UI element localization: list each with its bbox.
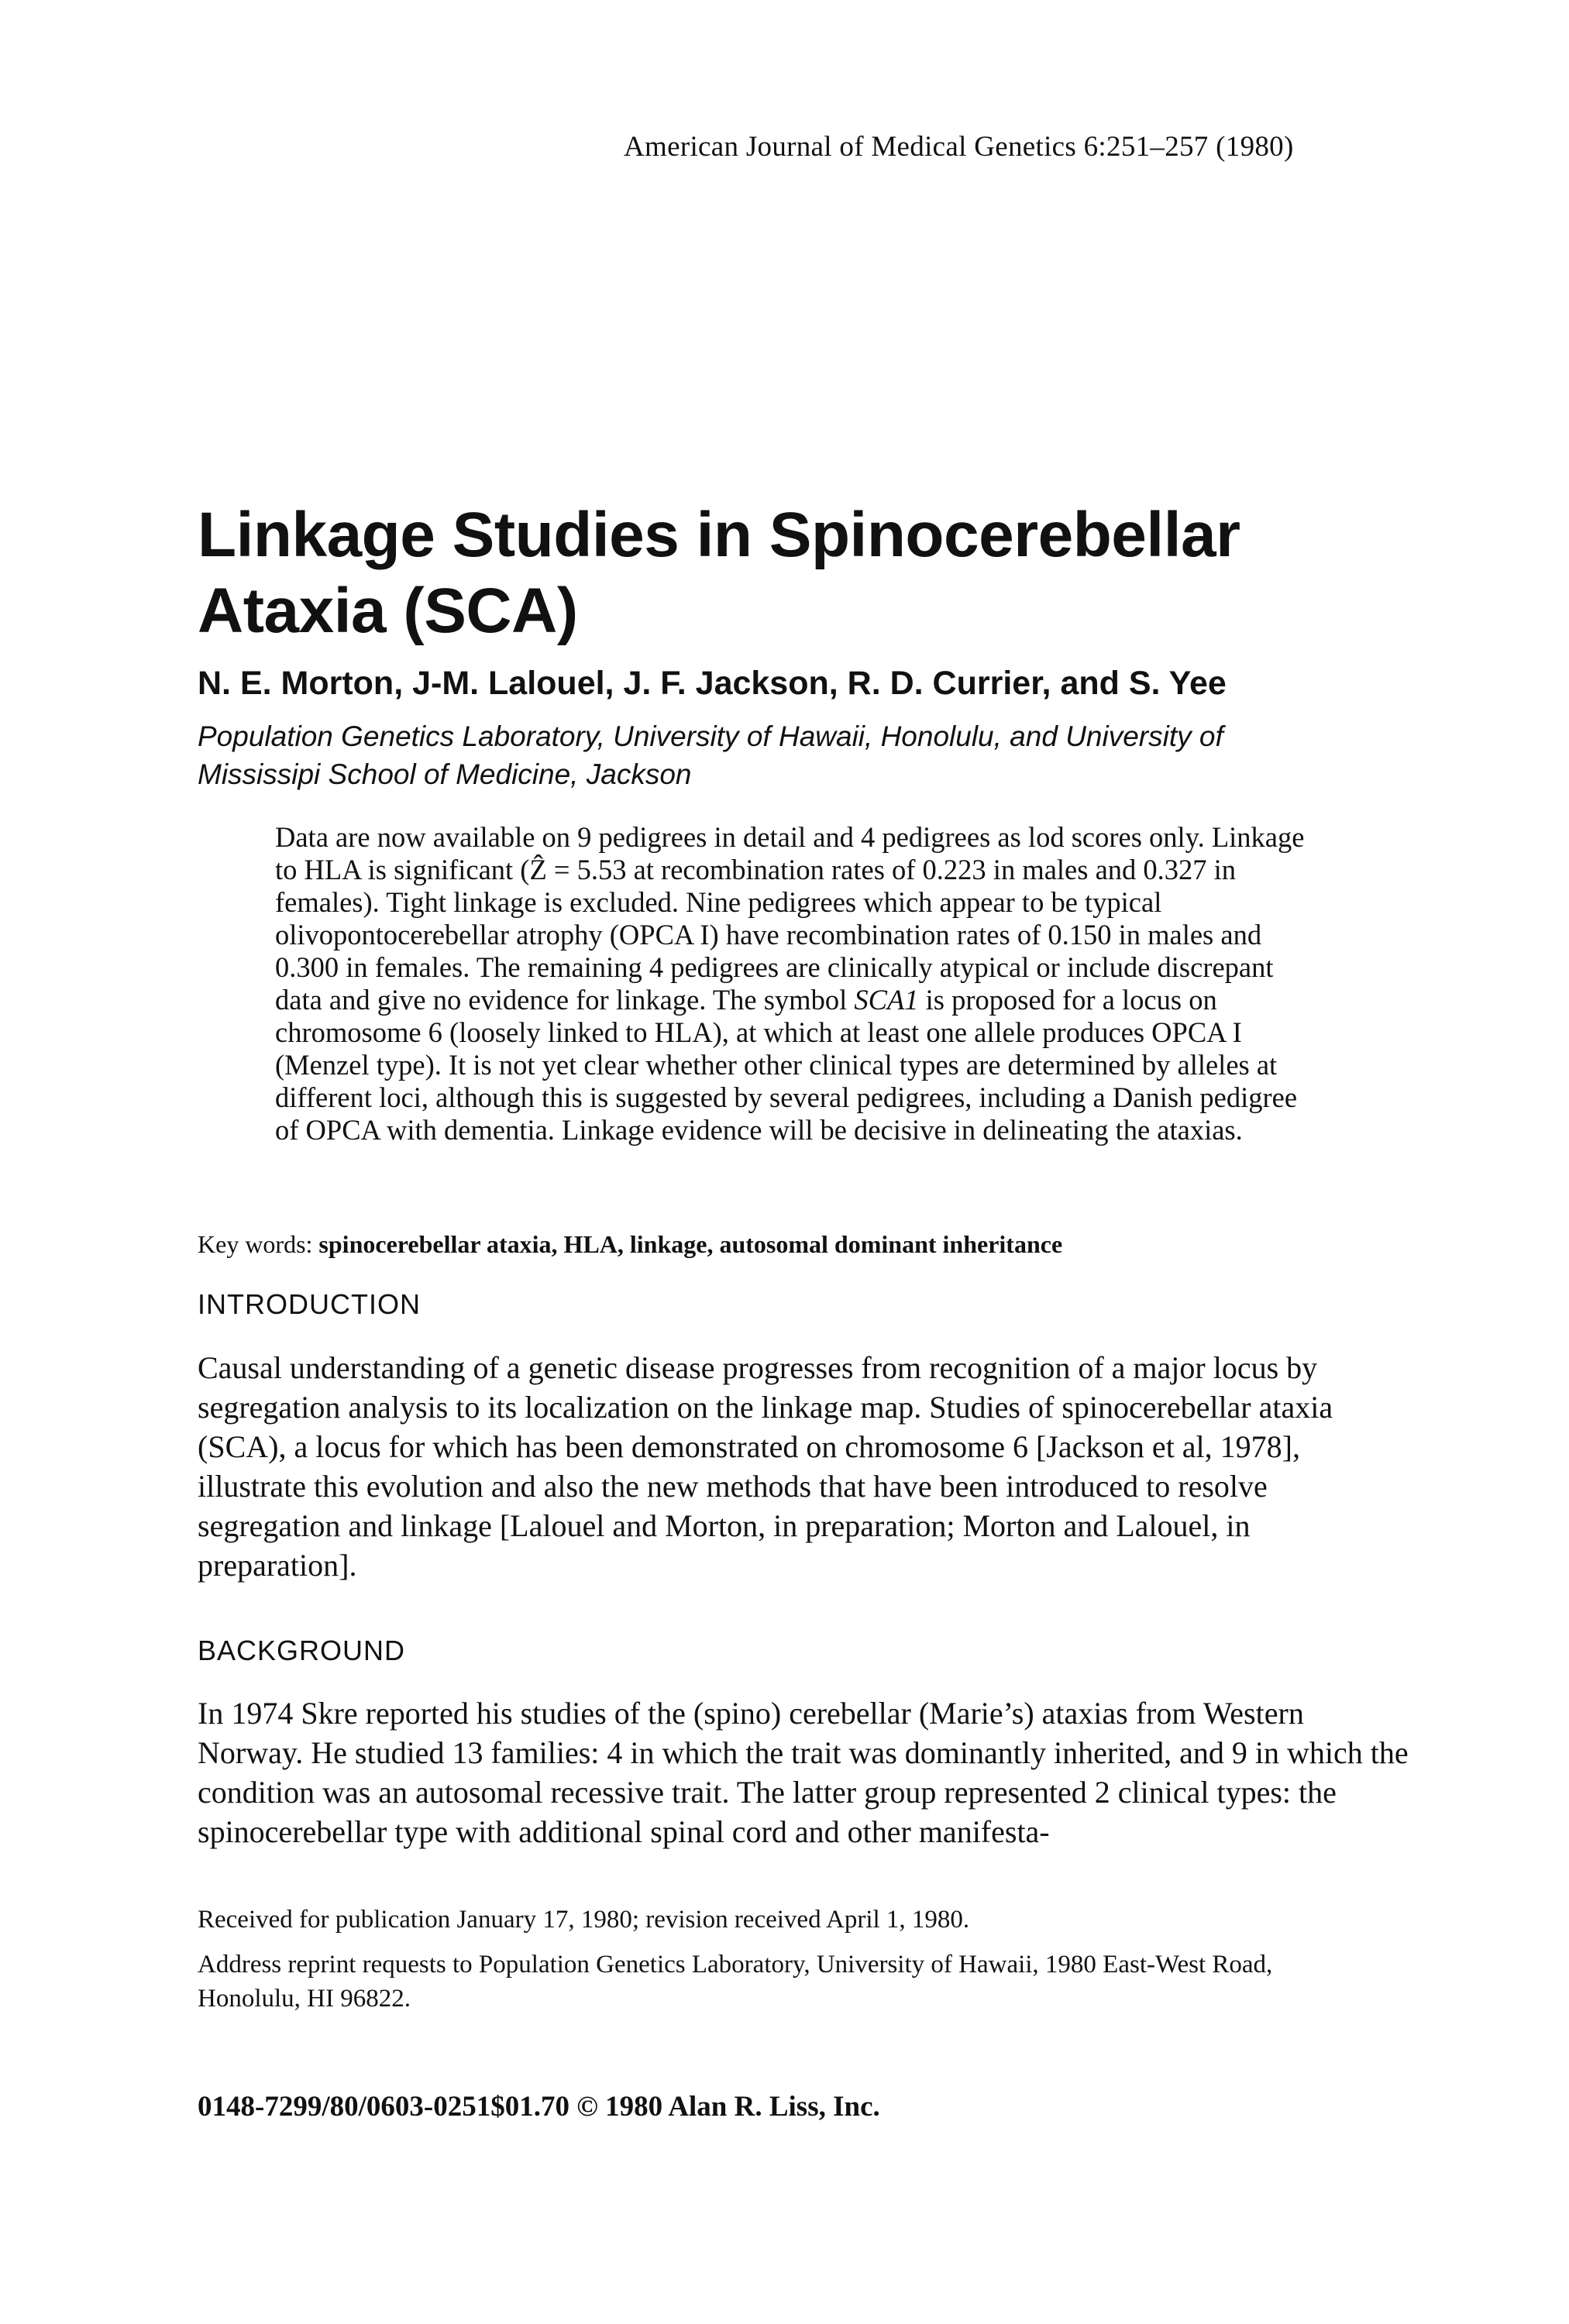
- section-heading-background: BACKGROUND: [198, 1635, 406, 1666]
- received-footnote: Received for publication January 17, 1980; revision received April 1, 1980.: [198, 1906, 970, 1934]
- journal-citation-header: American Journal of Medical Genetics 6:251–257 (1980): [624, 131, 1294, 163]
- abstract-text-part-2: is proposed for a locus on chromosome 6 (loosely linked to HLA), at which at least one allele produces OPCA I (Menzel type). It is not yet clear whether other clinical types are determined by alleles at different loci, although this is suggested by several pedigrees, including a Danish pedigree of OPCA with dementia. Linkage evidence will be decisive in delineating the ataxias.: [275, 984, 1298, 1146]
- author-affiliation: Population Genetics Laboratory, University of Hawaii, Honolulu, and University of Mississipi School of Medicine, Jackson: [198, 720, 1223, 790]
- section-heading-introduction: INTRODUCTION: [198, 1288, 421, 1320]
- keywords: [198, 1230, 1406, 1259]
- reprint-address-footnote: Address reprint requests to Population Genetics Laboratory, University of Hawaii, 1980 East-West Road, Honolulu, HI 96822.: [198, 1951, 1273, 2013]
- gene-symbol: SCA1: [854, 984, 919, 1016]
- abstract-text-part-1: Data are now available on 9 pedigrees in detail and 4 pedigrees as lod scores only. Linkage to HLA is significant (Ẑ = 5.53 at recombination rates of 0.223 in males and 0.327 in females). Tight linkage is excluded. Nine pedigrees which appear to be typical olivopontocerebellar atrophy (OPCA I) have recombination rates of 0.150 in males and 0.300 in females. The remaining 4 pedigrees are clinically atypical or include discrepant data and give no evidence for linkage. The symbol: [275, 821, 1305, 1016]
- keywords-label: Key words:: [198, 1230, 313, 1258]
- copyright-line: 0148-7299/80/0603-0251$01.70 © 1980 Alan R. Liss, Inc.: [198, 2091, 880, 2123]
- author-list: N. E. Morton, J-M. Lalouel, J. F. Jackson, R. D. Currier, and S. Yee: [198, 665, 1227, 702]
- article-title: Linkage Studies in Spinocerebellar Ataxia (SCA): [198, 500, 1240, 646]
- background-paragraph: In 1974 Skre reported his studies of the (spino) cerebellar (Marie’s) ataxias from Western Norway. He studied 13 families: 4 in which the trait was dominantly inherited, and 9 in which the condition was an autosomal recessive trait. The latter group represented 2 clinical types: the spinocerebellar type with additional spinal cord and other manifesta-: [198, 1696, 1409, 1849]
- abstract: [275, 821, 1313, 1147]
- keywords-terms: spinocerebellar ataxia, HLA, linkage, autosomal dominant inheritance: [318, 1230, 1063, 1258]
- introduction-paragraph: Causal understanding of a genetic disease progresses from recognition of a major locus by segregation analysis to its localization on the linkage map. Studies of spinocerebellar ataxia (SCA), a locus for which has been demonstrated on chromosome 6 [Jackson et al, 1978], illustrate this evolution and also the new methods that have been introduced to resolve segregation and linkage [Lalouel and Morton, in preparation; Morton and Lalouel, in preparation].: [198, 1350, 1333, 1583]
